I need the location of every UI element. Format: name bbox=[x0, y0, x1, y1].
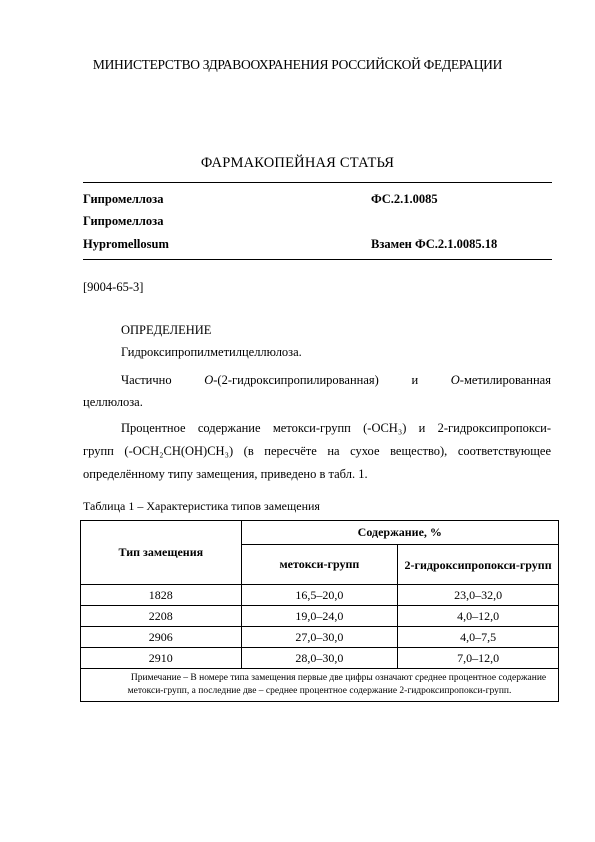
content-paragraph-line-1: Процентное содержание метокси-групп (-OCH₃) и 2-гидроксипропокси- bbox=[121, 421, 551, 435]
header-rule-top bbox=[83, 182, 552, 183]
article-name-ru-secondary: Гипромеллоза bbox=[83, 214, 164, 228]
definition-line-3: целлюлоза. bbox=[83, 395, 143, 409]
table-caption: Таблица 1 – Характеристика типов замещения bbox=[83, 499, 320, 513]
cell-hydroxypropoxy: 4,0–7,5 bbox=[398, 627, 559, 648]
cell-hydroxypropoxy: 23,0–32,0 bbox=[398, 585, 559, 606]
cell-methoxy: 28,0–30,0 bbox=[241, 648, 398, 669]
definition-heading: ОПРЕДЕЛЕНИЕ bbox=[121, 323, 212, 337]
cell-methoxy: 19,0–24,0 bbox=[241, 606, 398, 627]
definition-word: Частично bbox=[121, 373, 172, 387]
document-type-title: ФАРМАКОПЕЙНАЯ СТАТЬЯ bbox=[200, 155, 395, 171]
table-note: Примечание – В номере типа замещения первые две цифры означают среднее процентное содержание метокси-групп, а последние две – среднее процентное содержание 2-гидроксипропокси-групп. bbox=[81, 669, 559, 702]
cell-type: 2906 bbox=[81, 627, 242, 648]
cell-type: 2208 bbox=[81, 606, 242, 627]
definition-word-part: -(2-гидроксипропилированная) bbox=[213, 373, 379, 387]
col-header-methoxy: метокси-групп bbox=[241, 545, 398, 585]
definition-word bbox=[204, 369, 379, 391]
substitution-types-table bbox=[80, 520, 559, 702]
col-header-hydroxypropoxy: 2-гидроксипропокси-групп bbox=[398, 545, 559, 585]
content-paragraph-line-2: групп (-OCH₂CH(OH)CH₃) (в пересчёте на сухое вещество), соответствующее bbox=[83, 444, 551, 458]
cell-type: 2910 bbox=[81, 648, 242, 669]
article-code: ФС.2.1.0085 bbox=[371, 192, 438, 206]
article-name-ru: Гипромеллоза bbox=[83, 192, 164, 206]
article-replaces: Взамен ФС.2.1.0085.18 bbox=[371, 237, 498, 251]
definition-word: и bbox=[411, 373, 419, 387]
cell-methoxy: 16,5–20,0 bbox=[241, 585, 398, 606]
definition-line-2 bbox=[121, 369, 551, 391]
cas-number: [9004-65-3] bbox=[83, 280, 144, 294]
cell-hydroxypropoxy: 4,0–12,0 bbox=[398, 606, 559, 627]
header-rule-bottom bbox=[83, 259, 552, 260]
italic-o: O bbox=[450, 373, 460, 387]
cell-type: 1828 bbox=[81, 585, 242, 606]
italic-o: O bbox=[204, 373, 214, 387]
col-header-content: Содержание, % bbox=[241, 521, 558, 545]
cell-hydroxypropoxy: 7,0–12,0 bbox=[398, 648, 559, 669]
table-row bbox=[81, 585, 559, 606]
cell-methoxy: 27,0–30,0 bbox=[241, 627, 398, 648]
col-header-type: Тип замещения bbox=[81, 521, 242, 585]
definition-line-1: Гидроксипропилметилцеллюлоза. bbox=[121, 345, 302, 359]
ministry-header: МИНИСТЕРСТВО ЗДРАВООХРАНЕНИЯ РОССИЙСКОЙ ФЕДЕРАЦИИ bbox=[92, 57, 503, 72]
table-row bbox=[81, 648, 559, 669]
definition-word bbox=[451, 369, 551, 391]
definition-word-part: -метилированная bbox=[459, 373, 551, 387]
table-row bbox=[81, 627, 559, 648]
article-name-latin: Hypromellosum bbox=[83, 237, 169, 251]
content-paragraph-line-3: определённому типу замещения, приведено в табл. 1. bbox=[83, 467, 368, 481]
table-row bbox=[81, 606, 559, 627]
